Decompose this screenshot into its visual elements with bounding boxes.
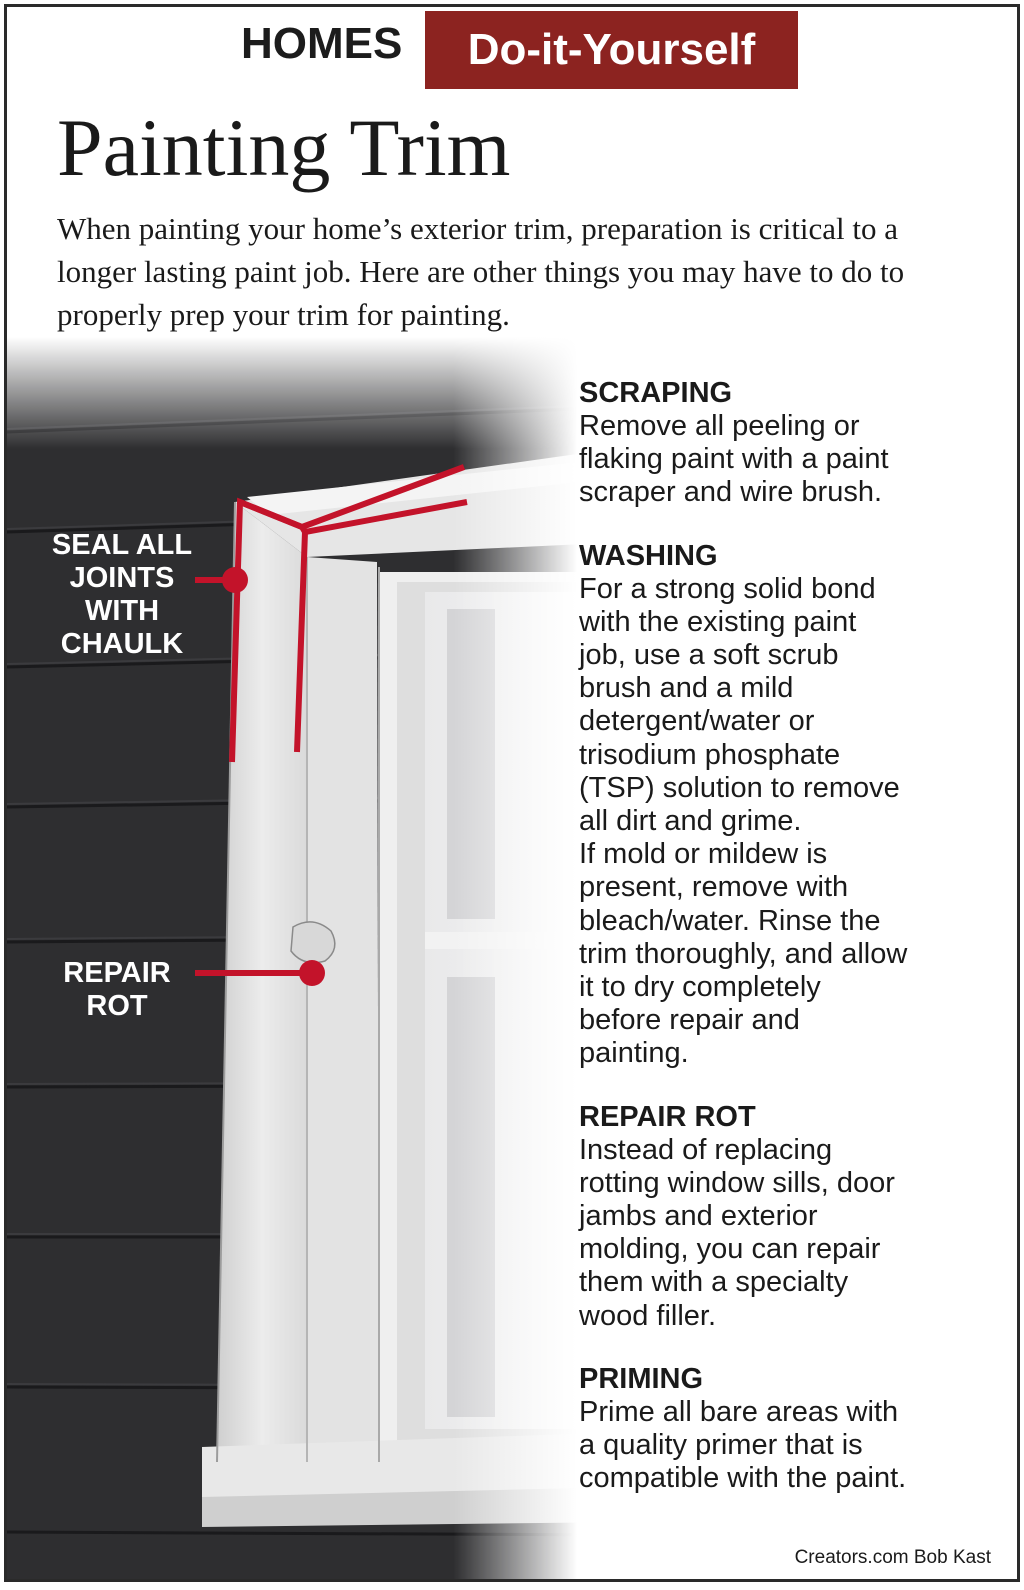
seal-callout-marker [222, 567, 248, 593]
section-tag-badge: Do-it-Yourself [425, 11, 798, 89]
repair-rot-callout-label: REPAIR ROT [63, 957, 171, 1022]
step-scraping [579, 377, 999, 510]
rot-callout-marker [299, 960, 325, 986]
credit-line: Creators.com Bob Kast [794, 1547, 991, 1568]
page-title: Painting Trim [57, 102, 511, 193]
header [7, 11, 1017, 91]
steps-column [579, 377, 999, 1525]
step-title: REPAIR ROT [579, 1100, 756, 1133]
step-body: For a strong solid bond with the existing paint job, use a soft scrub brush and a mild detergent/water or trisodium phosphate (TSP) solution to remove all dirt and grime. If mold or mildew is present, remove with bleach/water. Rinse the trim thoroughly, and allow it to dry completely before repair and painting. [579, 572, 908, 1070]
step-repair-rot [579, 1101, 999, 1333]
step-body: Prime all bare areas with a quality primer that is compatible with the paint. [579, 1395, 907, 1495]
step-washing [579, 540, 999, 1071]
step-title: WASHING [579, 539, 718, 572]
step-title: PRIMING [579, 1362, 704, 1395]
intro-paragraph: When painting your home’s exterior trim, preparation is critical to a longer lasting paint job. Here are other things you may have to do to properly prep your trim for painting. [57, 211, 905, 332]
step-priming [579, 1363, 999, 1496]
step-title: SCRAPING [579, 377, 733, 409]
seal-joints-callout-label: SEAL ALL JOINTS WITH CHAULK [51, 529, 193, 660]
infographic-page [4, 4, 1020, 1582]
section-label: HOMES [241, 19, 403, 68]
step-body: Remove all peeling or flaking paint with a paint scraper and wire brush. [579, 410, 889, 509]
step-body: Instead of replacing rotting window sills, door jambs and exterior molding, you can repair them with a specialty wood filler. [579, 1133, 895, 1332]
